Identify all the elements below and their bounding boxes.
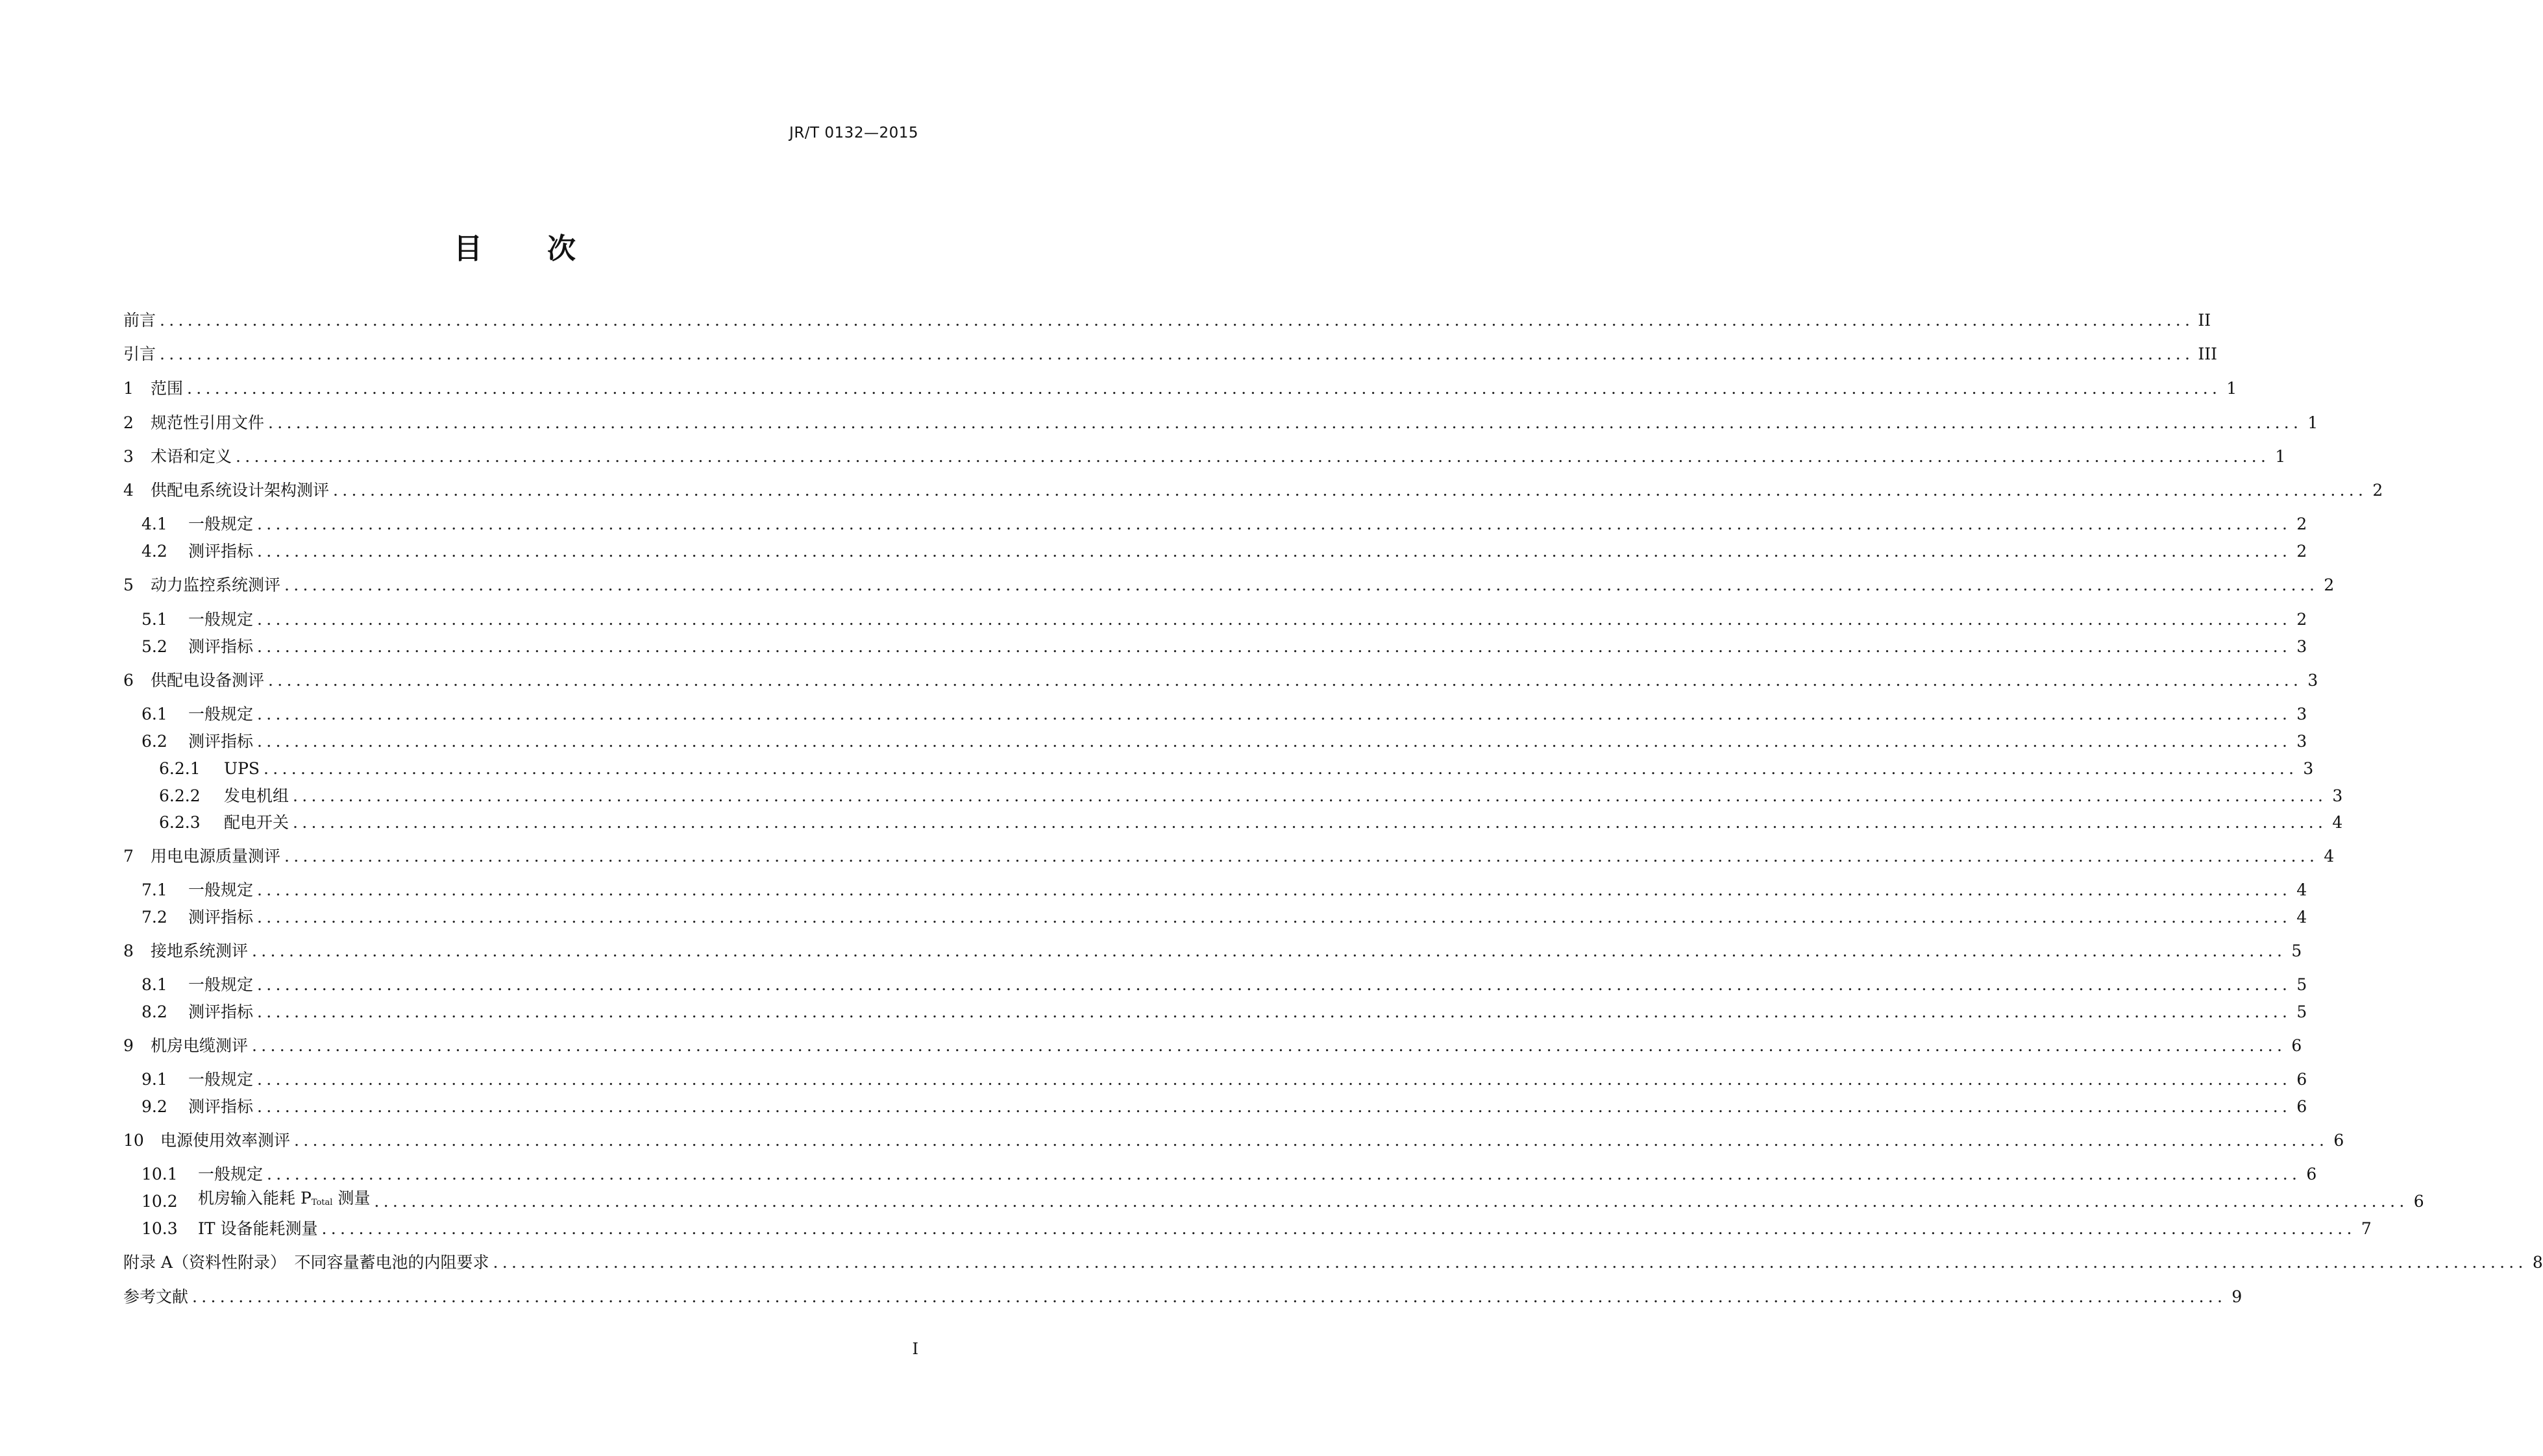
dot-leader: ............................................................................................................................................................................................................................ — [267, 1165, 2302, 1183]
toc-entry-number: 10.3 — [141, 1219, 178, 1238]
toc-entry-8-2[interactable] — [123, 999, 2307, 1025]
toc-entry-label: 测评指标 — [188, 542, 254, 561]
page-number: I — [912, 1340, 918, 1358]
toc-entry-number: 10 — [123, 1131, 144, 1150]
toc-entry-number: 6 — [123, 671, 134, 690]
toc-entry-number: 8.1 — [141, 975, 167, 994]
toc-entry-label: 一般规定 — [188, 880, 254, 899]
toc-entry-label: 用电电源质量测评 — [151, 847, 281, 866]
toc-entry-page: 2 — [2296, 610, 2307, 629]
toc-entry-page: 6 — [2306, 1165, 2317, 1183]
toc-entry-page: 3 — [2296, 705, 2307, 723]
toc-entry-page: 2 — [2324, 576, 2335, 594]
standard-code: JR/T 0132—2015 — [789, 125, 918, 141]
toc-entry-label: UPS — [224, 759, 260, 778]
toc-entry-label: 发电机组 — [224, 786, 289, 805]
toc-entry-page: 5 — [2296, 975, 2307, 994]
toc-entry-number: 7 — [123, 847, 134, 866]
toc-entry-6-2-2[interactable] — [123, 783, 2343, 809]
toc-entry-label: 术语和定义 — [151, 447, 232, 466]
toc-entry-label-subscript: Total — [311, 1198, 333, 1207]
toc-entry-bibliography[interactable] — [123, 1284, 2242, 1310]
dot-leader: ............................................................................................................................................................................................................................ — [257, 1070, 2292, 1089]
toc-entry-label: 一般规定 — [188, 1070, 254, 1089]
dot-leader: ............................................................................................................................................................................................................................ — [493, 1253, 2527, 1272]
page-title-char-2: 次 — [547, 232, 576, 265]
toc-entry-10[interactable] — [123, 1128, 2344, 1154]
dot-leader: ............................................................................................................................................................................................................................ — [294, 1131, 2329, 1150]
toc-entry-7-1[interactable] — [123, 877, 2307, 903]
dot-leader: ............................................................................................................................................................................................................................ — [268, 413, 2303, 432]
toc-entry-label: 机房电缆测评 — [151, 1036, 249, 1055]
toc-entry-label — [198, 1185, 370, 1215]
toc-entry-page: 1 — [2307, 413, 2318, 432]
dot-leader: ............................................................................................................................................................................................................................ — [257, 880, 2292, 899]
dot-leader: ............................................................................................................................................................................................................................ — [284, 847, 2319, 866]
dot-leader: ............................................................................................................................................................................................................................ — [192, 1287, 2227, 1306]
toc-entry-6-2-1[interactable] — [123, 756, 2314, 782]
toc-entry-label: 一般规定 — [188, 515, 254, 533]
toc-entry-label: 供配电系统设计架构测评 — [151, 481, 330, 500]
dot-leader: ............................................................................................................................................................................................................................ — [252, 941, 2287, 960]
toc-entry-number: 6.2 — [141, 732, 167, 751]
toc-entry-label: 电源使用效率测评 — [160, 1131, 291, 1150]
toc-entry-label-tail: 测量 — [332, 1189, 371, 1207]
toc-entry-page: 4 — [2332, 813, 2343, 832]
dot-leader: ............................................................................................................................................................................................................................ — [257, 908, 2292, 927]
toc-entry-label: IT 设备能耗测量 — [198, 1219, 318, 1238]
toc-entry-page: 5 — [2291, 941, 2302, 960]
toc-entry-page: 2 — [2296, 515, 2307, 533]
toc-entry-label: 一般规定 — [188, 705, 254, 723]
toc-entry-number: 9 — [123, 1036, 134, 1055]
toc-entry-number: 3 — [123, 447, 134, 466]
toc-entry-page: III — [2198, 345, 2217, 363]
toc-entry-10-1[interactable] — [123, 1161, 2317, 1187]
dot-leader: ............................................................................................................................................................................................................................ — [160, 345, 2194, 363]
dot-leader: ............................................................................................................................................................................................................................ — [257, 732, 2292, 751]
dot-leader: ............................................................................................................................................................................................................................ — [257, 637, 2292, 656]
dot-leader: ............................................................................................................................................................................................................................ — [374, 1192, 2409, 1211]
page-title — [0, 225, 1029, 267]
toc-entry-2[interactable] — [123, 410, 2318, 436]
toc-entry-label: 前言 — [123, 311, 156, 330]
toc-entry-number: 6.1 — [141, 705, 167, 723]
dot-leader: ............................................................................................................................................................................................................................ — [257, 610, 2292, 629]
toc-entry-introduction[interactable] — [123, 341, 2217, 367]
dot-leader: ............................................................................................................................................................................................................................ — [284, 576, 2319, 594]
toc-entry-page: II — [2198, 311, 2211, 330]
toc-entry-number: 8.2 — [141, 1002, 167, 1021]
toc-entry-number: 4.1 — [141, 515, 167, 533]
toc-entry-appendix-a[interactable] — [123, 1250, 2543, 1276]
toc-entry-number: 10.1 — [141, 1165, 178, 1183]
toc-entry-6-2-3[interactable] — [123, 810, 2343, 836]
toc-entry-page: 1 — [2275, 447, 2286, 466]
toc-entry-5[interactable] — [123, 572, 2335, 598]
dot-leader: ............................................................................................................................................................................................................................ — [257, 542, 2292, 561]
toc-entry-5-1[interactable] — [123, 607, 2307, 633]
toc-entry-9-1[interactable] — [123, 1067, 2307, 1093]
toc-entry-number: 4.2 — [141, 542, 167, 561]
toc-entry-page: 6 — [2291, 1036, 2302, 1055]
dot-leader: ............................................................................................................................................................................................................................ — [293, 786, 2328, 805]
toc-entry-10-2[interactable] — [123, 1189, 2424, 1215]
toc-entry-page: 4 — [2324, 847, 2335, 866]
toc-entry-label-main: 机房输入能耗 P — [198, 1189, 312, 1207]
dot-leader: ............................................................................................................................................................................................................................ — [160, 311, 2194, 330]
toc-entry-page: 6 — [2333, 1131, 2344, 1150]
toc-entry-label: 接地系统测评 — [151, 941, 249, 960]
toc-entry-page: 3 — [2303, 759, 2314, 778]
toc-entry-label: 引言 — [123, 345, 156, 363]
dot-leader: ............................................................................................................................................................................................................................ — [264, 759, 2298, 778]
toc-entry-label: 测评指标 — [188, 1097, 254, 1116]
toc-entry-number: 5.2 — [141, 637, 167, 656]
toc-entry-label: 配电开关 — [224, 813, 289, 832]
dot-leader: ............................................................................................................................................................................................................................ — [333, 481, 2368, 500]
toc-entry-6[interactable] — [123, 668, 2318, 694]
toc-entry-page: 6 — [2296, 1097, 2307, 1116]
dot-leader: ............................................................................................................................................................................................................................ — [293, 813, 2328, 832]
dot-leader: ............................................................................................................................................................................................................................ — [321, 1219, 2356, 1238]
dot-leader: ............................................................................................................................................................................................................................ — [257, 975, 2292, 994]
toc-entry-4[interactable] — [123, 478, 2383, 504]
dot-leader: ............................................................................................................................................................................................................................ — [236, 447, 2270, 466]
toc-entry-number: 6.2.1 — [159, 759, 201, 778]
toc-entry-number: 2 — [123, 413, 134, 432]
toc-entry-number: 8 — [123, 941, 134, 960]
toc-entry-label: 参考文献 — [123, 1287, 189, 1306]
dot-leader: ............................................................................................................................................................................................................................ — [268, 671, 2303, 690]
toc-entry-6-2[interactable] — [123, 729, 2307, 755]
toc-entry-page: 4 — [2296, 880, 2307, 899]
toc-entry-page: 2 — [2296, 542, 2307, 561]
dot-leader: ............................................................................................................................................................................................................................ — [257, 515, 2292, 533]
toc-entry-page: 3 — [2332, 786, 2343, 805]
toc-entry-label: 测评指标 — [188, 637, 254, 656]
toc-entry-label: 测评指标 — [188, 732, 254, 751]
toc-entry-number: 7.1 — [141, 880, 167, 899]
toc-entry-4-1[interactable] — [123, 511, 2307, 537]
toc-entry-label: 一般规定 — [198, 1165, 264, 1183]
toc-entry-4-2[interactable] — [123, 539, 2307, 564]
toc-entry-number: 9.1 — [141, 1070, 167, 1089]
dot-leader: ............................................................................................................................................................................................................................ — [252, 1036, 2287, 1055]
toc-entry-number: 10.2 — [141, 1192, 178, 1211]
toc-entry-5-2[interactable] — [123, 634, 2307, 660]
toc-entry-label: 一般规定 — [188, 610, 254, 629]
toc-entry-page: 5 — [2296, 1002, 2307, 1021]
dot-leader: ............................................................................................................................................................................................................................ — [187, 379, 2222, 398]
dot-leader: ............................................................................................................................................................................................................................ — [257, 1002, 2292, 1021]
dot-leader: ............................................................................................................................................................................................................................ — [257, 1097, 2292, 1116]
toc-entry-label: 规范性引用文件 — [151, 413, 265, 432]
toc-entry-number: 6.2.3 — [159, 813, 201, 832]
toc-entry-number: 4 — [123, 481, 134, 500]
toc-entry-number: 7.2 — [141, 908, 167, 927]
toc-entry-8-1[interactable] — [123, 972, 2307, 998]
toc-entry-number: 6.2.2 — [159, 786, 201, 805]
toc-entry-label: 一般规定 — [188, 975, 254, 994]
toc-entry-label: 附录 A（资料性附录） 不同容量蓄电池的内阻要求 — [123, 1253, 489, 1272]
toc-entry-page: 1 — [2226, 379, 2237, 398]
toc-entry-3[interactable] — [123, 444, 2286, 470]
toc-entry-number: 5 — [123, 576, 134, 594]
toc-entry-page: 3 — [2307, 671, 2318, 690]
toc-entry-6-1[interactable] — [123, 701, 2307, 727]
toc-entry-page: 9 — [2231, 1287, 2242, 1306]
toc-entry-1[interactable] — [123, 376, 2237, 402]
toc-entry-label: 测评指标 — [188, 908, 254, 927]
dot-leader: ............................................................................................................................................................................................................................ — [257, 705, 2292, 723]
page-title-char-1: 目 — [454, 232, 482, 265]
toc-entry-foreword[interactable] — [123, 308, 2211, 334]
toc-entry-page: 8 — [2532, 1253, 2543, 1272]
toc-entry-page: 3 — [2296, 732, 2307, 751]
toc-entry-number: 5.1 — [141, 610, 167, 629]
toc-entry-number: 1 — [123, 379, 134, 398]
toc-entry-9[interactable] — [123, 1033, 2302, 1059]
toc-entry-page: 2 — [2372, 481, 2383, 500]
toc-entry-label: 测评指标 — [188, 1002, 254, 1021]
toc-entry-page: 7 — [2361, 1219, 2372, 1238]
toc-entry-7-2[interactable] — [123, 904, 2307, 930]
toc-entry-label: 供配电设备测评 — [151, 671, 265, 690]
toc-entry-page: 6 — [2413, 1192, 2424, 1211]
toc-entry-number: 9.2 — [141, 1097, 167, 1116]
toc-entry-8[interactable] — [123, 938, 2302, 964]
toc-entry-page: 3 — [2296, 637, 2307, 656]
toc-entry-page: 6 — [2296, 1070, 2307, 1089]
toc-entry-9-2[interactable] — [123, 1094, 2307, 1120]
toc-entry-7[interactable] — [123, 843, 2335, 869]
toc-entry-page: 4 — [2296, 908, 2307, 927]
toc-entry-10-3[interactable] — [123, 1216, 2372, 1242]
toc-entry-label: 范围 — [151, 379, 184, 398]
toc-entry-label: 动力监控系统测评 — [151, 576, 281, 594]
